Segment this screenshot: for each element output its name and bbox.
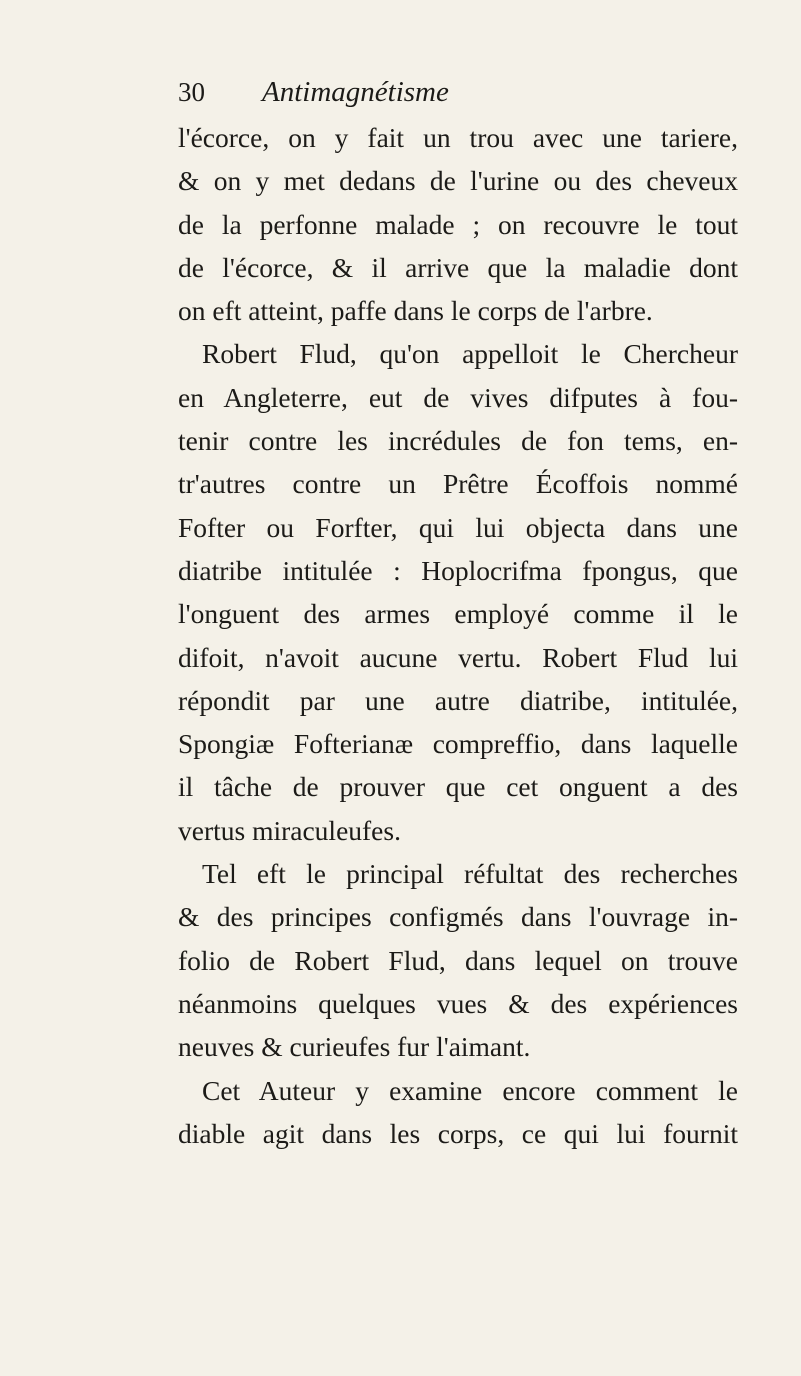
text-line: néanmoins quelques vues & des expériences (178, 987, 738, 1019)
text-line: diatribe intitulée : Hoplocrifma fpongus, que (178, 554, 738, 586)
text-line: l'écorce, on y fait un trou avec une tariere, (178, 122, 738, 153)
text-line: l'onguent des armes employé comme il le (178, 598, 738, 630)
page-number: 30 (178, 77, 205, 107)
text-line: & des principes configmés dans l'ouvrage in- (178, 901, 738, 933)
text-line: difoit, n'avoit aucune vertu. Robert Flud lui (178, 641, 738, 673)
text-line: il tâche de prouver que cet onguent a des (178, 771, 738, 803)
text-line: Fofter ou Forfter, qui lui objecta dans une (178, 511, 738, 543)
text-line: tr'autres contre un Prêtre Écoffois nommé (178, 468, 738, 500)
text-line: répondit par une autre diatribe, intitulée, (178, 684, 738, 716)
text-line: neuves & curieufes fur l'aimant. (178, 1031, 531, 1063)
text-line: tenir contre les incrédules de fon tems, en- (178, 425, 738, 457)
text-line: Spongiæ Fofterianæ compreffio, dans laquelle (178, 728, 738, 760)
text-line: on eft atteint, paffe dans le corps de l'arbre. (178, 295, 653, 327)
text-line: Robert Flud, qu'on appelloit le Chercheur (202, 338, 738, 370)
text-line: Cet Auteur y examine encore comment le (202, 1074, 738, 1106)
body-text (178, 116, 738, 1155)
text-line: vertus miraculeufes. (178, 814, 401, 846)
text-line: folio de Robert Flud, dans lequel on trouve (178, 944, 738, 976)
text-line: de la perfonne malade ; on recouvre le tout (178, 208, 738, 240)
text-line: diable agit dans les corps, ce qui lui fournit (178, 1117, 738, 1149)
text-line: Tel eft le principal réfultat des recherches (202, 858, 738, 890)
text-line: en Angleterre, eut de vives difputes à fou- (178, 381, 738, 413)
running-title: Antimagnétisme (262, 76, 449, 108)
page-header (178, 72, 738, 112)
text-line: & on y met dedans de l'urine ou des cheveux (178, 165, 738, 197)
text-line: de l'écorce, & il arrive que la maladie dont (178, 251, 738, 283)
